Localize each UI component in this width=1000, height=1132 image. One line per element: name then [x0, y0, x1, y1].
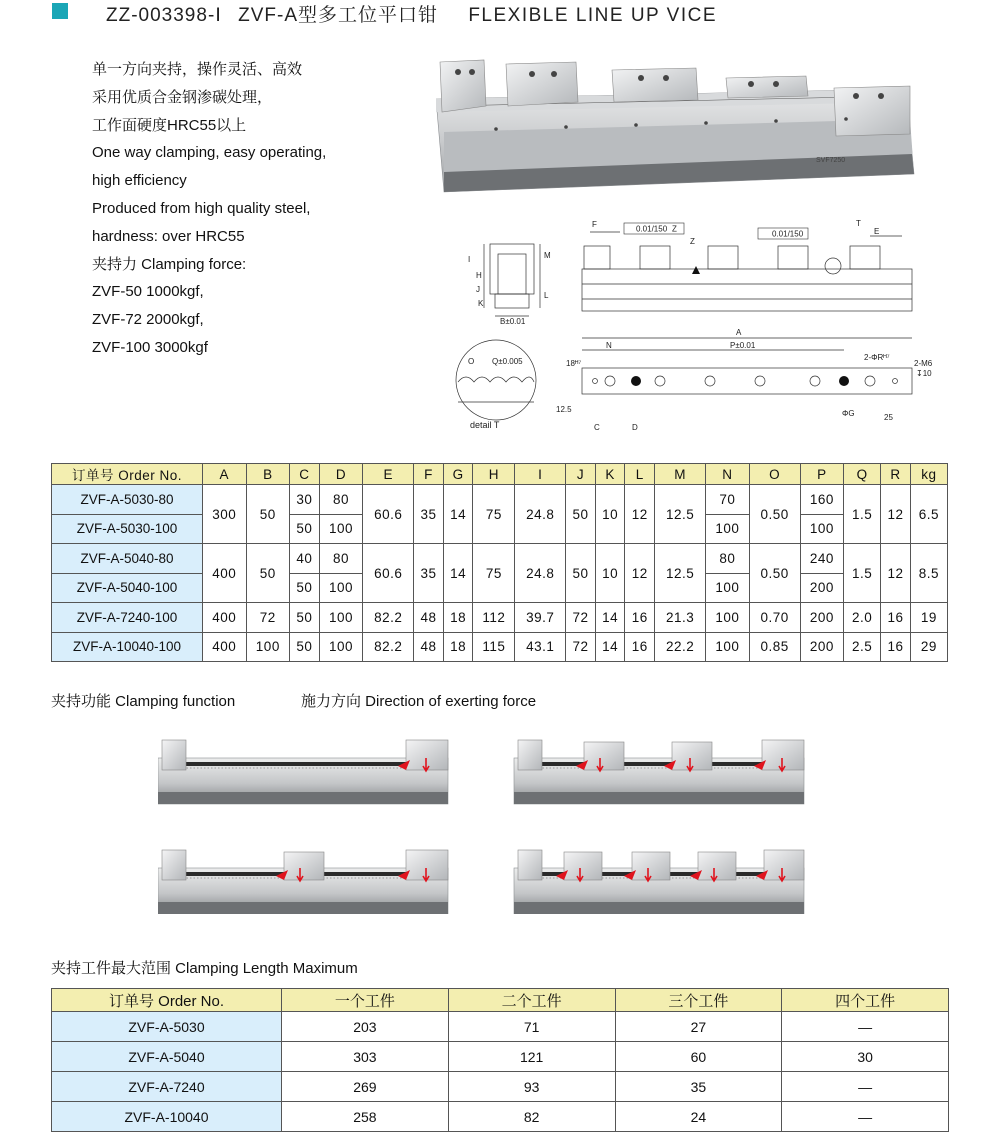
cell-kg: 6.5 — [910, 485, 947, 544]
dim-label-i: I — [468, 255, 471, 264]
desc-line: 采用优质合金钢渗碳处理， — [92, 88, 273, 106]
dim-label-12-5: 12.5 — [556, 405, 572, 414]
col-header: D — [319, 464, 363, 485]
col-header: H — [473, 464, 515, 485]
col-header: 四个工件 — [782, 989, 949, 1012]
length-cell: 27 — [615, 1012, 782, 1042]
cell-b: 72 — [246, 603, 290, 633]
cell-n: 100 — [706, 514, 750, 544]
cell-d: 100 — [319, 603, 363, 633]
product-title-cn: ZVF-A型多工位平口钳 — [238, 5, 439, 26]
cell-c: 50 — [290, 514, 320, 544]
cell-g: 14 — [443, 485, 473, 544]
table-row — [52, 1102, 949, 1132]
dim-label-f: F — [592, 220, 597, 229]
col-header: kg — [910, 464, 947, 485]
table-row — [52, 632, 948, 662]
dim-label-p: P±0.01 — [730, 341, 756, 350]
dim-label-l: L — [544, 291, 549, 300]
cell-b: 100 — [246, 632, 290, 662]
detail-t-drawing — [456, 340, 536, 420]
length-cell: — — [782, 1012, 949, 1042]
section-clamping-function: 夹持功能 Clamping function — [51, 693, 236, 710]
col-header: 订单号 Order No. — [52, 989, 282, 1012]
dim-label-d: D — [632, 423, 638, 432]
section-clamping-length: 夹持工件最大范围 Clamping Length Maximum — [51, 960, 358, 977]
cell-h: 115 — [473, 632, 515, 662]
dim-label-q: Q±0.005 — [492, 357, 523, 366]
cell-j: 72 — [566, 603, 596, 633]
col-header: N — [706, 464, 750, 485]
dim-label-m6: 2-M6 — [914, 359, 933, 368]
table-row — [52, 1012, 949, 1042]
cell-e: 60.6 — [363, 485, 414, 544]
col-header: 三个工件 — [615, 989, 782, 1012]
cell-b: 50 — [246, 485, 290, 544]
length-cell: 121 — [448, 1042, 615, 1072]
col-header: R — [881, 464, 911, 485]
cell-k: 10 — [595, 485, 625, 544]
length-cell: 24 — [615, 1102, 782, 1132]
length-cell: 82 — [448, 1102, 615, 1132]
length-cell: 60 — [615, 1042, 782, 1072]
desc-line: hardness: over HRC55 — [92, 227, 245, 245]
datum-label-z: Z — [690, 237, 695, 246]
col-header: 一个工件 — [282, 989, 449, 1012]
length-cell: — — [782, 1072, 949, 1102]
cell-h: 75 — [473, 485, 515, 544]
desc-line: 工作面硬度HRC55以上 — [92, 116, 247, 134]
cell-h: 75 — [473, 544, 515, 603]
length-cell: 93 — [448, 1072, 615, 1102]
col-header: K — [595, 464, 625, 485]
order-no-cell: ZVF-A-5030-80 — [52, 485, 203, 515]
cell-i: 24.8 — [515, 544, 566, 603]
technical-drawing — [440, 214, 940, 434]
cell-a: 400 — [203, 632, 247, 662]
cell-d: 80 — [319, 485, 363, 515]
clamping-function-photos — [158, 738, 808, 914]
cell-a: 400 — [203, 603, 247, 633]
cell-p: 200 — [800, 603, 844, 633]
order-no-cell: ZVF-A-5040 — [52, 1042, 282, 1072]
cell-o: 0.85 — [749, 632, 800, 662]
col-header: L — [625, 464, 655, 485]
cell-k: 14 — [595, 603, 625, 633]
dim-label-18: 18ᴴ⁷ — [566, 359, 582, 368]
cell-l: 16 — [625, 632, 655, 662]
cell-q: 1.5 — [844, 544, 881, 603]
cell-k: 10 — [595, 544, 625, 603]
cell-j: 50 — [566, 544, 596, 603]
desc-line: ZVF-50 1000kgf, — [92, 283, 204, 301]
tolerance-datum: Z — [672, 224, 677, 234]
cell-r: 16 — [881, 603, 911, 633]
dim-label-c: C — [594, 423, 600, 432]
order-no-cell: ZVF-A-5040-100 — [52, 573, 203, 603]
cell-f: 48 — [414, 632, 444, 662]
col-header: M — [655, 464, 706, 485]
length-cell: — — [782, 1102, 949, 1132]
product-title-en: FLEXIBLE LINE UP VICE — [468, 5, 718, 26]
clamp-photo-four — [514, 850, 804, 914]
cell-g: 18 — [443, 632, 473, 662]
cell-o: 0.50 — [749, 544, 800, 603]
dim-label-g: ΦG — [842, 409, 855, 418]
clamp-photo-one — [158, 740, 448, 804]
order-no-cell: ZVF-A-7240-100 — [52, 603, 203, 633]
cell-f: 48 — [414, 603, 444, 633]
dim-label-b: B±0.01 — [500, 317, 526, 326]
desc-line: ZVF-100 3000kgf — [92, 338, 208, 356]
cell-q: 2.0 — [844, 603, 881, 633]
cell-c: 30 — [290, 485, 320, 515]
desc-line: 夹持力 Clamping force: — [92, 255, 247, 273]
length-cell: 303 — [282, 1042, 449, 1072]
order-no-cell: ZVF-A-5030-100 — [52, 514, 203, 544]
dim-label-o: O — [468, 357, 475, 366]
cell-d: 100 — [319, 632, 363, 662]
cell-e: 82.2 — [363, 603, 414, 633]
length-cell: 269 — [282, 1072, 449, 1102]
col-header: B — [246, 464, 290, 485]
cell-q: 2.5 — [844, 632, 881, 662]
cell-g: 14 — [443, 544, 473, 603]
col-header: F — [414, 464, 444, 485]
col-header: Q — [844, 464, 881, 485]
cell-kg: 29 — [910, 632, 947, 662]
cell-f: 35 — [414, 485, 444, 544]
cell-i: 43.1 — [515, 632, 566, 662]
col-header: C — [290, 464, 320, 485]
dim-label-m: M — [544, 251, 551, 260]
cell-n: 100 — [706, 573, 750, 603]
table-row — [52, 544, 948, 574]
cell-h: 112 — [473, 603, 515, 633]
dim-label-e: E — [874, 227, 880, 236]
order-no-cell: ZVF-A-10040 — [52, 1102, 282, 1132]
cell-c: 50 — [290, 603, 320, 633]
cell-r: 12 — [881, 485, 911, 544]
desc-line: 单一方向夹持，操作灵活、高效 — [92, 61, 303, 78]
photo-model-label: SVF7250 — [816, 157, 846, 164]
spec-table-header-row — [52, 464, 948, 485]
cell-i: 39.7 — [515, 603, 566, 633]
cell-p: 200 — [800, 573, 844, 603]
tolerance-parallel: 0.01/150 — [636, 224, 668, 234]
clamp-photo-three — [514, 740, 804, 804]
cell-n: 80 — [706, 544, 750, 574]
table-row — [52, 1072, 949, 1102]
cell-g: 18 — [443, 603, 473, 633]
order-no-cell: ZVF-A-10040-100 — [52, 632, 203, 662]
length-cell: 71 — [448, 1012, 615, 1042]
dim-label-25: 25 — [884, 413, 893, 422]
order-no-cell: ZVF-A-5030 — [52, 1012, 282, 1042]
desc-line: high efficiency — [92, 172, 187, 190]
cell-o: 0.50 — [749, 485, 800, 544]
cell-d: 100 — [319, 514, 363, 544]
table-row — [52, 603, 948, 633]
dim-label-h: H — [476, 271, 482, 280]
cell-p: 240 — [800, 544, 844, 574]
col-header: E — [363, 464, 414, 485]
cell-b: 50 — [246, 544, 290, 603]
cell-k: 14 — [595, 632, 625, 662]
cell-p: 200 — [800, 632, 844, 662]
cell-j: 50 — [566, 485, 596, 544]
length-cell: 35 — [615, 1072, 782, 1102]
cell-i: 24.8 — [515, 485, 566, 544]
cell-a: 300 — [203, 485, 247, 544]
order-no-cell: ZVF-A-5040-80 — [52, 544, 203, 574]
cell-e: 82.2 — [363, 632, 414, 662]
cell-c: 50 — [290, 573, 320, 603]
desc-line: ZVF-72 2000kgf, — [92, 311, 204, 329]
cell-l: 12 — [625, 544, 655, 603]
dim-label-k: K — [478, 299, 484, 308]
tolerance-flatness: 0.01/150 — [772, 229, 804, 239]
col-header: 二个工件 — [448, 989, 615, 1012]
table-row — [52, 1042, 949, 1072]
cell-p: 160 — [800, 485, 844, 515]
spec-table — [51, 463, 948, 662]
cell-d: 100 — [319, 573, 363, 603]
vice-product-photo — [436, 54, 916, 194]
cell-l: 16 — [625, 603, 655, 633]
cell-m: 21.3 — [655, 603, 706, 633]
col-header: P — [800, 464, 844, 485]
clamping-length-table — [51, 988, 949, 1132]
dim-label-t: T — [856, 219, 861, 228]
cell-n: 70 — [706, 485, 750, 515]
col-header: A — [203, 464, 247, 485]
cell-m: 22.2 — [655, 632, 706, 662]
cell-j: 72 — [566, 632, 596, 662]
desc-line: One way clamping, easy operating, — [92, 144, 327, 162]
col-header: J — [566, 464, 596, 485]
col-header: 订单号 Order No. — [52, 464, 203, 485]
clamp-photo-two — [158, 850, 448, 914]
col-header: G — [443, 464, 473, 485]
cell-r: 16 — [881, 632, 911, 662]
cell-f: 35 — [414, 544, 444, 603]
cell-d: 80 — [319, 544, 363, 574]
dim-label-j: J — [476, 285, 480, 294]
order-no-cell: ZVF-A-7240 — [52, 1072, 282, 1102]
side-view-drawing — [484, 244, 540, 316]
length-cell: 30 — [782, 1042, 949, 1072]
cell-e: 60.6 — [363, 544, 414, 603]
cell-l: 12 — [625, 485, 655, 544]
table-row — [52, 485, 948, 515]
dim-label-m6-depth: ↧10 — [916, 369, 932, 378]
dim-label-n: N — [606, 341, 612, 350]
cell-m: 12.5 — [655, 485, 706, 544]
cell-c: 40 — [290, 544, 320, 574]
length-cell: 203 — [282, 1012, 449, 1042]
cell-n: 100 — [706, 632, 750, 662]
section-direction-force: 施力方向 Direction of exerting force — [301, 693, 537, 710]
cell-c: 50 — [290, 632, 320, 662]
cell-kg: 8.5 — [910, 544, 947, 603]
detail-t-caption: detail T — [470, 420, 500, 430]
length-table-header-row — [52, 989, 949, 1012]
cell-o: 0.70 — [749, 603, 800, 633]
cell-q: 1.5 — [844, 485, 881, 544]
desc-line: Produced from high quality steel, — [92, 199, 311, 217]
product-description — [92, 56, 326, 362]
page-title — [106, 0, 717, 27]
cell-kg: 19 — [910, 603, 947, 633]
dim-label-a: A — [736, 328, 742, 337]
cell-a: 400 — [203, 544, 247, 603]
dim-label-r: 2-ΦRᴴ⁷ — [864, 353, 890, 362]
cell-n: 100 — [706, 603, 750, 633]
cell-r: 12 — [881, 544, 911, 603]
cell-p: 100 — [800, 514, 844, 544]
cell-m: 12.5 — [655, 544, 706, 603]
col-header: I — [515, 464, 566, 485]
length-cell: 258 — [282, 1102, 449, 1132]
col-header: O — [749, 464, 800, 485]
product-code: ZZ-003398-Ⅰ — [106, 5, 222, 26]
header-accent-square — [52, 3, 68, 19]
